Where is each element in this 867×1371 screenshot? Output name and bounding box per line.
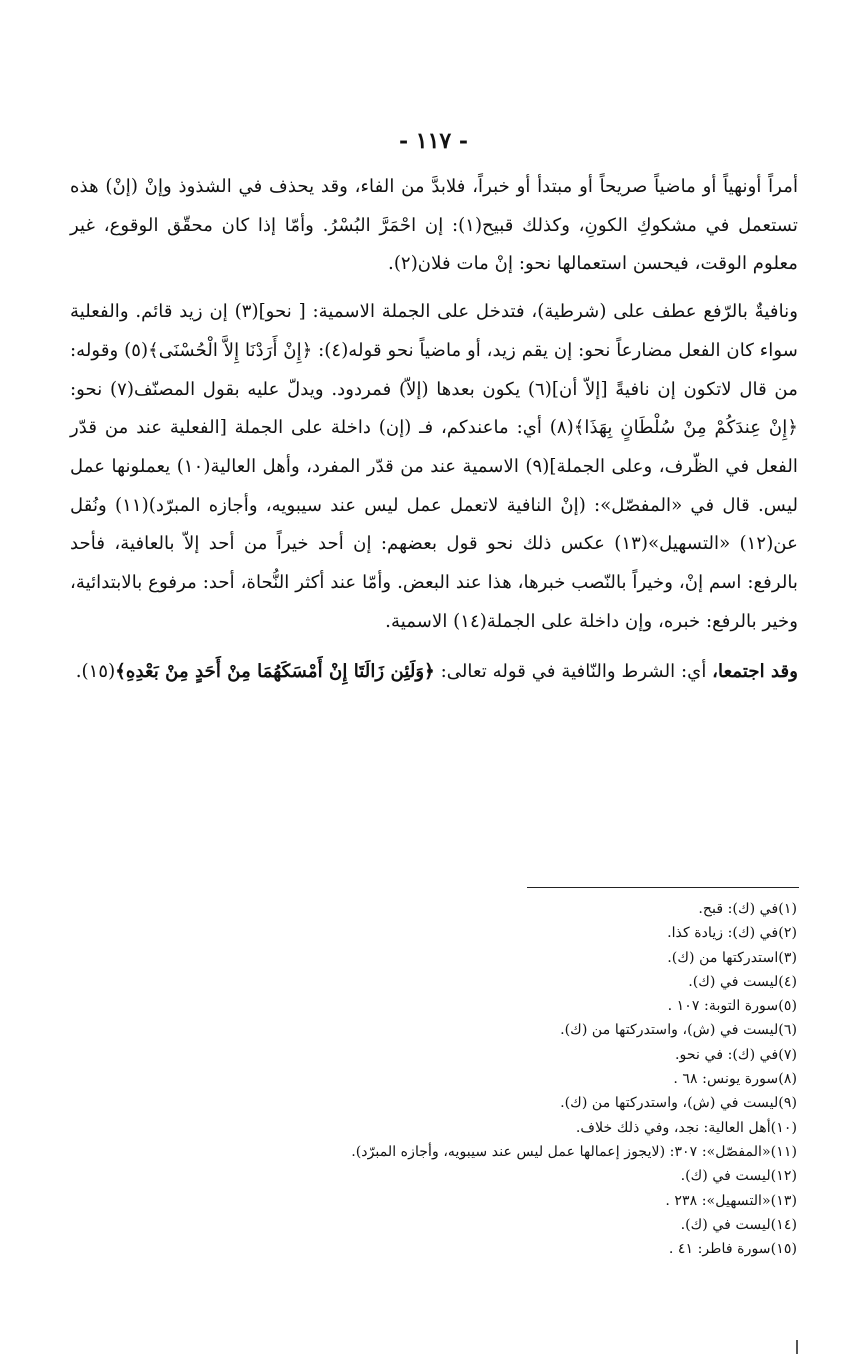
- footnote: (١٤)ليست في (ك).: [680, 1216, 797, 1233]
- footnote: (٨)سورة يونس: ٦٨ .: [673, 1071, 797, 1088]
- footnote: (١٢)ليست في (ك).: [680, 1168, 797, 1185]
- paragraph-1: أمراً أونهياً أو ماضياً صريحاً أو مبتدأ أو خبراً، فلابدَّ من الفاء، وقد يحذف في الشذوذ وإنْ (إنْ) هذه تستعمل في مشكوكِ الكونِ، وكذلك قبيح(١): إن احْمَرَّ البُسْرُ. وأمّا إذا كان محقّق الوقوع، غير معلوم الوقت، فيحسن استعمالها نحو: إنْ مات فلان(٢).: [70, 176, 798, 275]
- footnotes-list: [97, 897, 797, 1261]
- footnote: (٤)ليست في (ك).: [688, 973, 797, 990]
- footnote: (٢)في (ك): زيادة كذا.: [667, 925, 797, 942]
- paragraph-3: [70, 653, 798, 692]
- footnote: (٥)سورة التوبة: ١٠٧ .: [667, 998, 797, 1015]
- scan-mark: [796, 1340, 798, 1354]
- footnote: (١٣)«التسهيل»: ٢٣٨ .: [665, 1192, 797, 1209]
- footnote-separator: [527, 887, 799, 888]
- paragraph-2: ونافيةٌ بالرّفع عطف على (شرطية)، فتدخل على الجملة الاسمية: [ نحو](٣) إن زيد قائم. والفعلية سواء كان الفعل مضارعاً نحو: إن يقم زيد، أو ماضياً نحو قوله(٤): ﴿إِنْ أَرَدْنَا إِلاَّ الْحُسْنَى﴾(٥) وقوله: من قال لاتكون إن نافيةً [إلاّ أن](٦) يكون بعدها (إلاّ) فمردود. ويدلّ عليه بقول المصنّف(٧) نحو: ﴿إِنْ عِندَكُمْ مِنْ سُلْطَانٍ بِهَذَا﴾(٨) أي: ماعندكم، فـ (إن) داخلة على الجملة [الفعلية عند من قدّر الفعل في الظّرف، وعلى الجملة](٩) الاسمية عند من قدّر المفرد، وأهل العالية(١٠) يعملونها عمل ليس. قال في «المفصّل»: (إنْ النافية لاتعمل عمل ليس عند سيبويه، وأجازه المبرّد)(١١) ونُقل عن(١٢) «التسهيل»(١٣) عكس ذلك نحو قول بعضهم: إن أحد خيراً من أحد إلاّ بالعافية، فأحد بالرفع: اسم إنْ، وخيراً بالنّصب خبرها، هذا عند البعض. وأمّا عند أكثر النُّحاة، أحد: مرفوع بالابتدائية، وخير بالرفع: خبره، وإن داخلة على الجملة(١٤) الاسمية.: [70, 301, 799, 632]
- paragraph-3-note: (١٥).: [75, 661, 116, 683]
- main-text: [70, 168, 798, 692]
- paragraph-3-lead: وقد اجتمعا،: [712, 661, 798, 683]
- footnote: (١٥)سورة فاطر: ٤١ .: [668, 1241, 797, 1258]
- paragraph-3-text: أي: الشرط والنّافية في قوله تعالى:: [434, 661, 713, 683]
- footnote: (٣)استدركتها من (ك).: [667, 949, 797, 966]
- footnote: (٦)ليست في (ش)، واستدركتها من (ك).: [560, 1022, 797, 1039]
- quran-verse: ﴿وَلَئِن زَالَتَا إِنْ أَمْسَكَهُمَا مِنْ أَحَدٍ مِنْ بَعْدِهِ﴾: [115, 661, 435, 683]
- footnote: (٩)ليست في (ش)، واستدركتها من (ك).: [560, 1095, 797, 1112]
- footnote: (١)في (ك): قبح.: [698, 901, 797, 917]
- footnote: (١٠)أهل العالية: نجد، وفي ذلك خلاف.: [575, 1119, 797, 1136]
- footnote: (٧)في (ك): في نحو.: [675, 1046, 797, 1063]
- page-number: - ١١٧ -: [398, 128, 469, 154]
- footnote: (١١)«المفصّل»: ٣٠٧: (لايجوز إعمالها عمل ليس عند سيبويه، وأجازه المبرّد).: [351, 1143, 797, 1160]
